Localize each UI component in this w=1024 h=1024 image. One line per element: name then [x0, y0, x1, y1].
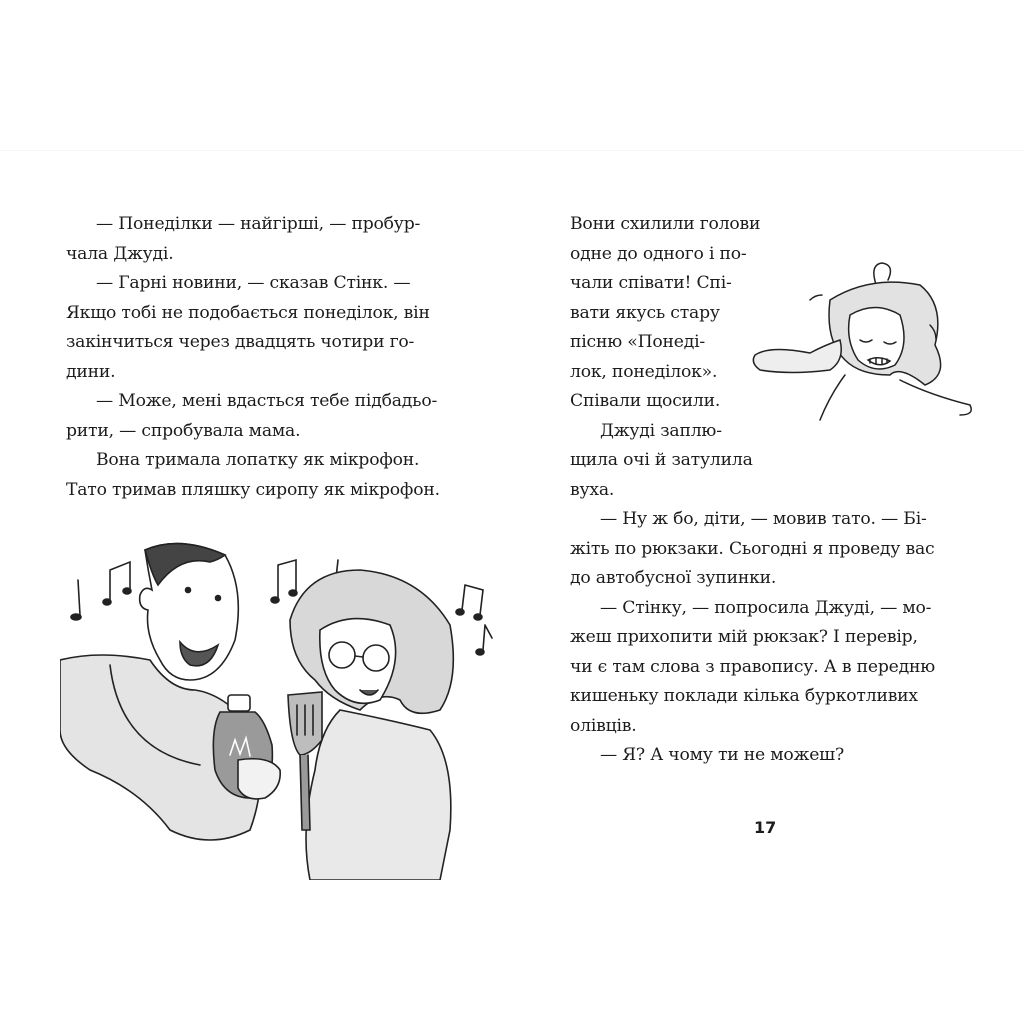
- paragraph: [66, 446, 456, 505]
- text-line: щила очі й затулила: [570, 450, 753, 470]
- paragraph: [570, 505, 960, 594]
- text-line: — Гарні новини, — сказав Стінк. —: [96, 273, 411, 293]
- text-line: чала Джуді.: [66, 243, 174, 264]
- text-line: жеш прихопити мій рюкзак? І перевір,: [570, 627, 918, 647]
- text-line: вати якусь стару: [570, 302, 720, 323]
- text-line: дини.: [66, 361, 116, 382]
- left-page-text: [66, 210, 456, 505]
- text-line: — Ну ж бо, діти, — мовив тато. — Бі-: [600, 509, 927, 529]
- text-line: чали співати! Спі-: [570, 273, 732, 293]
- text-line: Джуді заплю-: [600, 420, 722, 441]
- text-line: лок, понеділок».: [570, 361, 718, 382]
- paragraph: [570, 741, 960, 771]
- text-line: вуха.: [570, 479, 615, 500]
- text-line: — Я? А чому ти не можеш?: [600, 745, 844, 765]
- paragraph: [66, 210, 456, 269]
- text-line: Співали щосили.: [570, 391, 721, 411]
- paragraph: [570, 594, 960, 742]
- text-line: — Стінку, — попросила Джуді, — мо-: [600, 597, 932, 618]
- paragraph: [66, 269, 456, 387]
- page-top-edge: [0, 150, 1024, 151]
- right-page-text-wide: [570, 505, 960, 771]
- text-line: — Може, мені вдасться тебе підбадьо-: [96, 391, 438, 411]
- text-line: жіть по рюкзаки. Сьогодні я проведу вас: [570, 538, 935, 559]
- dad-figure: [60, 544, 280, 840]
- text-line: Тато тримав пляшку сиропу як мікрофон.: [66, 479, 440, 500]
- illustration-parents-singing: [60, 530, 500, 880]
- illustration-judy-covering-ears: [750, 245, 980, 425]
- text-line: Вона тримала лопатку як мікрофон.: [96, 450, 420, 470]
- mom-figure: [288, 570, 453, 880]
- page-number: 17: [754, 818, 777, 837]
- text-line: одне до одного і по-: [570, 243, 747, 264]
- text-line: рити, — спробувала мама.: [66, 420, 301, 441]
- text-line: — Понеділки — найгірші, — пробур-: [96, 214, 421, 234]
- text-line: олівців.: [570, 715, 637, 736]
- text-line: чи є там слова з правопису. А в передню: [570, 656, 936, 677]
- text-line: до автобусної зупинки.: [570, 568, 777, 588]
- paragraph: [570, 417, 792, 506]
- text-line: кишеньку поклади кілька буркотливих: [570, 686, 918, 706]
- text-line: закінчиться через двадцять чотири го-: [66, 332, 415, 352]
- text-line: Якщо тобі не подобається понеділок, він: [66, 302, 430, 323]
- text-line: Вони схилили голови: [570, 214, 761, 234]
- text-line: пісню «Понеді-: [570, 332, 706, 352]
- paragraph: [66, 387, 456, 446]
